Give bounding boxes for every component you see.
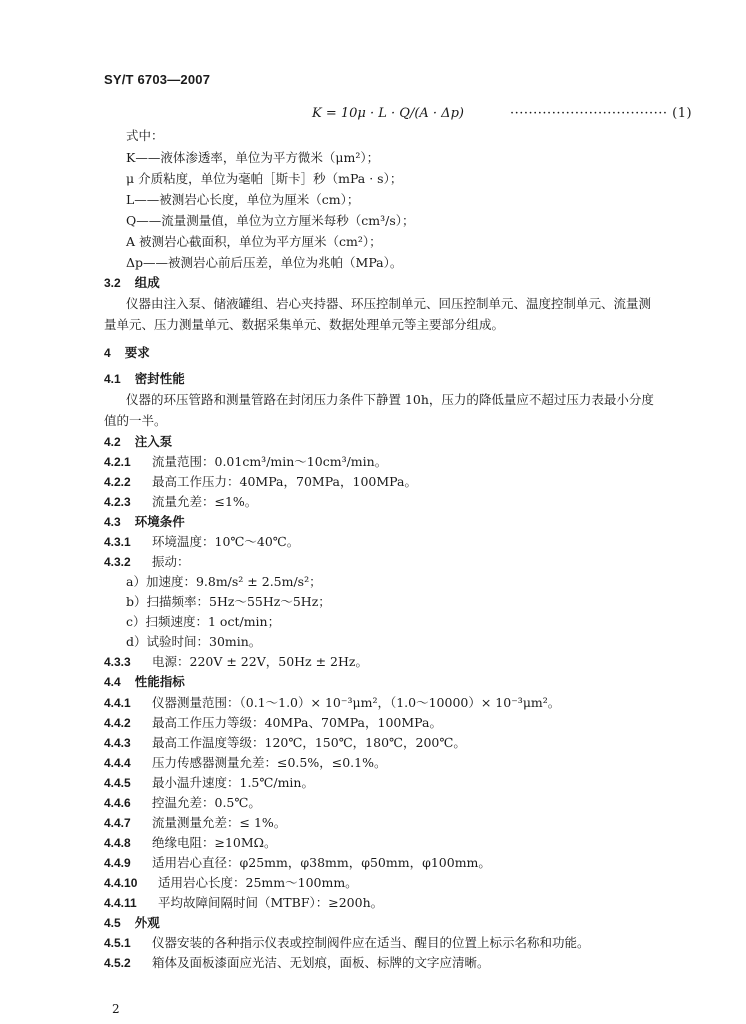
section-4-5-heading [104, 915, 160, 931]
section-3-2-para-line1: 仪器由注入泵、储液罐组、岩心夹持器、环压控制单元、回压控制单元、温度控制单元、流量测 [126, 296, 652, 311]
clause-4-3-1: 4.3.1 环境温度：10℃～40℃。 [104, 534, 300, 549]
section-4-4-heading [104, 674, 185, 690]
clause-number: 4.5.1 [104, 936, 131, 950]
permeability-formula: K = 10μ · L · Q/(A · Δp) [312, 106, 464, 121]
clause-4-4-6: 4.4.6 控温允差：0.5℃。 [104, 795, 261, 810]
section-4-1-heading [104, 371, 185, 387]
formula-number: ·································· (1) [510, 106, 693, 121]
section-4-1-para-line1: 仪器的环压管路和测量管路在封闭压力条件下静置 10h，压力的降低量应不超过压力表最小分度 [126, 392, 654, 407]
clause-4-4-2: 4.4.2 最高工作压力等级：40MPa、70MPa，100MPa。 [104, 715, 442, 730]
def-a: A 被测岩心截面积，单位为平方厘米（cm²）； [126, 234, 382, 249]
clause-4-2-3: 4.2.3 流量允差：≤1%。 [104, 494, 258, 509]
vibration-item-c: c）扫频速度：1 oct/min； [126, 614, 281, 629]
section-title: 注入泵 [134, 434, 173, 449]
section-4-3-heading [104, 514, 185, 530]
clause-4-5-1 [104, 935, 590, 951]
section-number: 4.2 [104, 435, 121, 449]
section-4-1-para-line2: 值的一半。 [104, 413, 167, 428]
vibration-item-a: a）加速度：9.8m/s² ± 2.5m/s²； [126, 574, 322, 589]
clause-4-4-10: 4.4.10 适用岩心长度：25mm～100mm。 [104, 875, 358, 890]
section-title: 外观 [134, 915, 160, 930]
section-3-2-para-line2: 量单元、压力测量单元、数据采集单元、数据处理单元等主要部分组成。 [104, 317, 505, 332]
vibration-item-d: d）试验时间：30min。 [126, 634, 262, 649]
section-number: 4.4 [104, 675, 121, 689]
clause-4-2-1: 4.2.1 流量范围：0.01cm³/min～10cm³/min。 [104, 454, 388, 469]
section-3-2-heading [104, 275, 160, 291]
standard-code-header: SY/T 6703—2007 [104, 72, 211, 87]
clause-4-3-2: 4.3.2 振动： [104, 554, 190, 569]
clause-4-2-2: 4.2.2 最高工作压力：40MPa，70MPa，100MPa。 [104, 474, 417, 489]
section-number: 3.2 [104, 276, 121, 290]
clause-4-4-1: 4.4.1 仪器测量范围：（0.1～1.0）× 10⁻³μm²，（1.0～10000）× 10⁻³μm²。 [104, 695, 561, 710]
section-title: 密封性能 [134, 371, 185, 386]
def-k: K——液体渗透率，单位为平方微米（μm²）； [126, 150, 380, 165]
section-number: 4 [104, 346, 111, 360]
clause-4-4-9: 4.4.9 适用岩心直径：φ25mm，φ38mm，φ50mm，φ100mm。 [104, 855, 491, 870]
section-title: 组成 [134, 275, 160, 290]
clause-text: 仪器安装的各种指示仪表或控制阀件应在适当、醒目的位置上标示名称和功能。 [152, 935, 590, 950]
clause-4-5-2 [104, 955, 490, 971]
def-mu: μ 介质粘度，单位为毫帕［斯卡］秒（mPa · s）； [126, 171, 403, 186]
def-dp: Δp——被测岩心前后压差，单位为兆帕（MPa）。 [126, 255, 403, 270]
section-4-2-heading [104, 434, 172, 450]
section-number: 4.1 [104, 372, 121, 386]
clause-4-4-7: 4.4.7 流量测量允差：≤ 1%。 [104, 815, 287, 830]
clause-4-4-3: 4.4.3 最高工作温度等级：120℃，150℃，180℃，200℃。 [104, 735, 466, 750]
section-title: 要求 [124, 345, 150, 360]
clause-4-4-11: 4.4.11 平均故障间隔时间（MTBF）：≥200h。 [104, 895, 384, 910]
clause-number: 4.5.2 [104, 956, 131, 970]
clause-text: 箱体及面板漆面应光洁、无划痕，面板、标牌的文字应清晰。 [152, 955, 490, 970]
clause-4-4-8: 4.4.8 绝缘电阻：≥10MΩ。 [104, 835, 277, 850]
section-4-heading [104, 345, 150, 361]
page-number: 2 [112, 1002, 120, 1016]
def-l: L——被测岩心长度，单位为厘米（cm）； [126, 192, 360, 207]
where-intro: 式中： [126, 128, 164, 143]
vibration-item-b: b）扫描频率：5Hz～55Hz～5Hz； [126, 594, 331, 609]
section-title: 环境条件 [134, 514, 185, 529]
clause-4-3-3: 4.3.3 电源：220V ± 22V，50Hz ± 2Hz。 [104, 654, 368, 669]
section-number: 4.3 [104, 515, 121, 529]
clause-4-4-4: 4.4.4 压力传感器测量允差：≤0.5%，≤0.1%。 [104, 755, 387, 770]
section-number: 4.5 [104, 916, 121, 930]
section-title: 性能指标 [134, 674, 185, 689]
clause-4-4-5: 4.4.5 最小温升速度：1.5℃/min。 [104, 775, 314, 790]
def-q: Q——流量测量值，单位为立方厘米每秒（cm³/s）； [126, 213, 415, 228]
